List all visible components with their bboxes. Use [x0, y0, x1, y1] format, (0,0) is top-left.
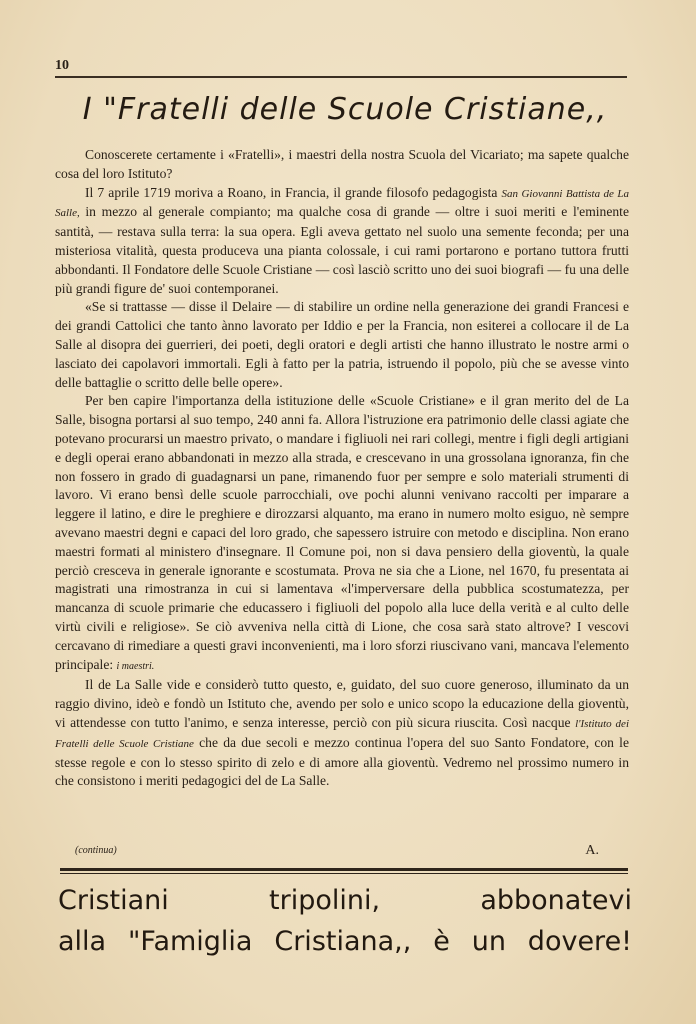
header-rule [55, 76, 627, 78]
quotation-text: «Se si trattasse — disse il Delaire — di stabilire un ordine nella generazione dei grandi Francesi e dei grandi Cattolici che tanto ànno lavorato per Iddio e per la Francia, non esiterei a collocare il de La Salle al disopra dei guerrieri, dei poeti, degli oratori e degli artisti che hanno illustrato le nostre armi o lasciato dei capolavori immortali. Egli à fatto per la patria, istruendo il popolo, più che se avesse vinto delle battaglie o scritto delle belle opere». [55, 299, 629, 390]
signoff [55, 843, 629, 861]
advertisement-line-2: alla "Famiglia Cristiana,, è un dovere! [58, 926, 632, 957]
paragraph-text: che da due secoli e mezzo continua l'opera del suo Santo Fondatore, con le stesse regole e con lo stesso spirito di zelo e di amore alla gioventù. Vedremo nel prossimo numero in che consistono i meriti pedagogici del de La Salle. [55, 734, 629, 789]
paragraph-text: Conoscerete certamente i «Fratelli», i maestri della nostra Scuola del Vicariato; ma sapete qualche cosa del loro Istituto? [55, 147, 629, 181]
paragraph-text: Per ben capire l'importanza della istituzione delle «Scuole Cristiane» e il gran merito del de La Salle, bisogna portarsi al suo tempo, 240 anni fa. Allora l'istruzione era patrimonio delle classi agiate che potevano procurarsi un maestro privato, o mandare i figliuoli nei rari collegi, mentre i figli degli artigiani e degli operai erano abbandonati in mezzo alla strada, e crescevano in una grossolana ignoranza, fin che non fossero in grado di guadagnarsi un pane, rimanendo fuor per sempre e solo materiali strumenti di lavoro. Vi erano bensì delle scuole parrocchiali, ove pochi alunni venivano raccolti per imparare a leggere il latino, e dire le preghiere e dirozzarsi alquanto, ma erano in numero molto esiguo, nè sempre avevano maestri degni e capaci del loro grado, che sapessero istruire con metodo e disciplina. Non erano maestri formati al ministero d'insegnare. Il Comune poi, non si dava pensiero della gioventù, la quale perciò cresceva in generale ignorante e scostumata. Prova ne sia che a Lione, nel 1670, fu presentata ai magistrati una rimostranza in cui si lamentava «l'imperversare della pubblica scostumatezza, per mancanza di scuole primarie che educassero i figliuoli del popolo alla luce della verità e al culto delle virtù civili e religiose». Se ciò avveniva nella città di Lione, che cosa sarà stato altrove? I vescovi cercavano di rimediare a questi gravi inconvenienti, ma i loro sforzi riuscivano vani, mancava l'elemento principale: [55, 393, 629, 672]
continua-note: (continua) [75, 845, 117, 856]
advertisement [58, 880, 632, 962]
page-number: 10 [55, 58, 69, 73]
paragraph-2 [55, 184, 629, 299]
author-signature: A. [585, 843, 599, 858]
paragraph-5 [55, 676, 629, 791]
footer-rule [60, 868, 628, 874]
article-title: I "Fratelli delle Scuole Cristiane,, [82, 92, 608, 127]
advertisement-line-1: Cristiani tripolini, abbonatevi [58, 885, 632, 916]
emphasis-text: i maestri. [116, 660, 155, 672]
paragraph-text: Il 7 aprile 1719 moriva a Roano, in Francia, il grande filosofo pedagogista [85, 184, 502, 200]
founder-name: San Giovanni Battista de La Salle, [55, 187, 630, 220]
paragraph-text: Il de La Salle vide e considerò tutto questo, e, guidato, del suo cuore generoso, illuminato da un raggio divino, ideò e fondò un Istituto che, avendo per solo e unico scopo la educazione della gioventù, vi attendesse con tutto l'animo, e senza interesse, perciò con più sicura riuscita. Così nacque [55, 677, 629, 730]
paragraph-1 [55, 146, 629, 184]
article-body [55, 146, 629, 791]
paragraph-3 [55, 298, 629, 392]
paragraph-text: in mezzo al generale compianto; ma qualche cosa di grande — oltre i suoi meriti e l'eminente santità, — restava sulla terra: la sua opera. Egli aveva gettato nel suolo una semente feconda; per una misteriosa vitalità, questa produceva una pianta colossale, i cui rami portarono e portano tuttora frutti abbondanti. Il Fondatore delle Scuole Cristiane — così lasciò scritto uno dei suoi biografi — fu una delle più grandi figure de' suoi contemporanei. [55, 204, 629, 296]
paragraph-4 [55, 392, 629, 676]
institute-name: l'Istituto dei Fratelli delle Scuole Cristiane [55, 717, 629, 750]
